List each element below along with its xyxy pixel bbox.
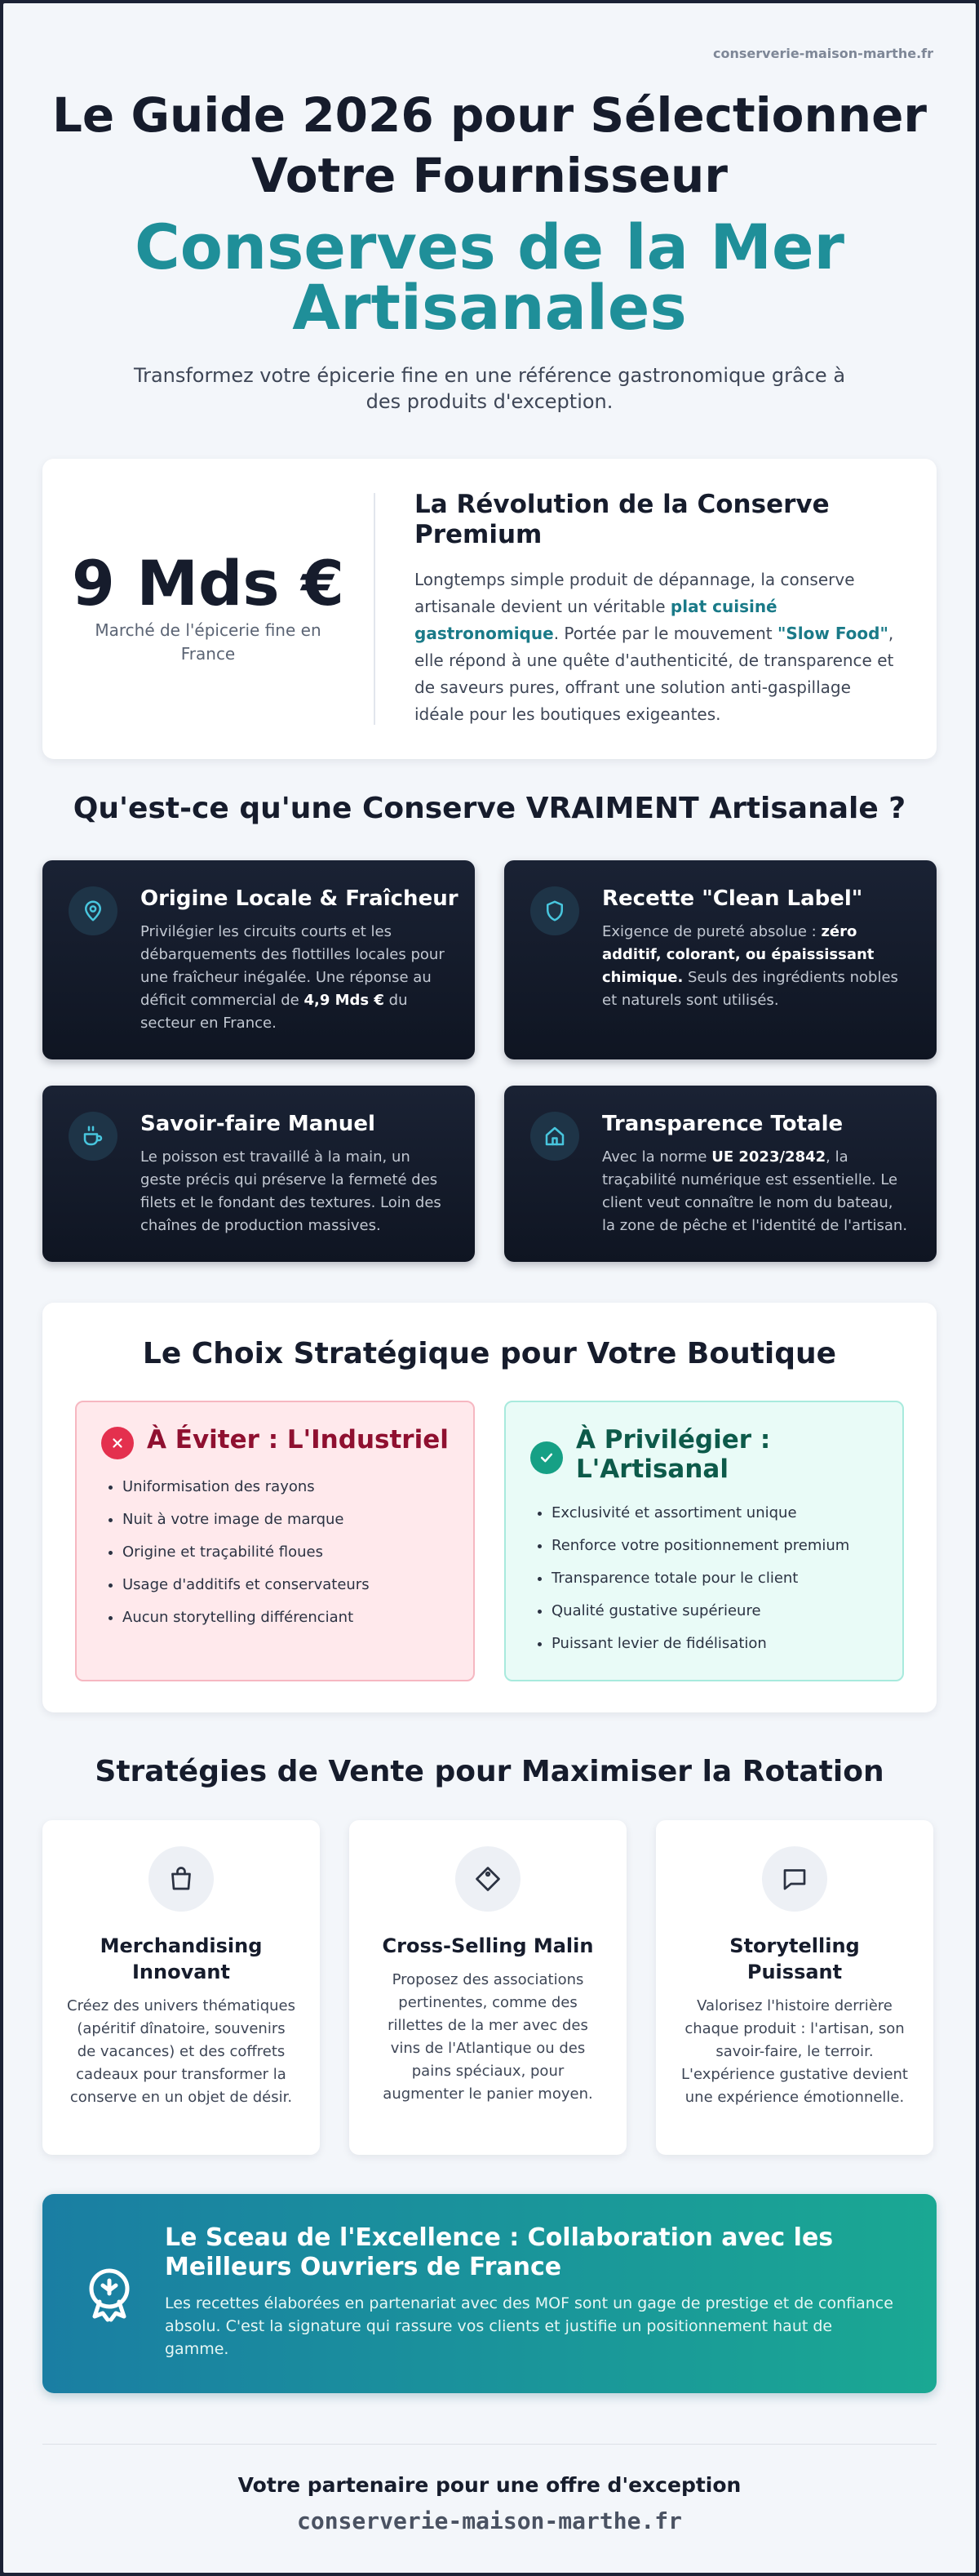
feature-body-part: Le poisson est travaillé à la main, un geste précis qui préserve la fermeté des filets et le fondant des textures. Loin des chaînes de production massives. xyxy=(140,1148,441,1234)
shield-icon xyxy=(530,886,579,935)
hero-title: Le Guide 2026 pour Sélectionner Votre Fournisseur xyxy=(51,87,928,203)
choice-title: Le Choix Stratégique pour Votre Boutique xyxy=(142,1337,837,1370)
strategy-body: Créez des univers thématiques (apéritif dînatoire, souvenirs de vacances) et des coffrets cadeaux pour transformer la conserve en un objet de désir. xyxy=(67,1997,295,2106)
list-item: • Qualité gustative supérieure xyxy=(552,1595,849,1628)
hero-subtitle: Transformez votre épicerie fine en une référence gastronomique grâce à des produits d'exception. xyxy=(133,364,846,413)
stat-body-part: . Portée par le mouvement xyxy=(553,624,777,643)
list-item: • Nuit à votre image de marque xyxy=(122,1503,370,1536)
feature-body xyxy=(602,921,910,1012)
strategies-section-title: Stratégies de Vente pour Maximiser la Rotation xyxy=(95,1755,884,1788)
feature-title: Savoir-faire Manuel xyxy=(140,1112,375,1136)
home-icon xyxy=(530,1112,579,1161)
feature-body xyxy=(140,1146,449,1237)
market-stat-card xyxy=(42,459,937,759)
avoid-title: À Éviter : L'Industriel xyxy=(147,1425,449,1455)
map-pin-icon xyxy=(69,886,117,935)
feature-body-part: , la traçabilité numérique est essentielle. Le client veut connaître le nom du bateau, la zone de pêche et l'identité de l'artisan. xyxy=(602,1148,908,1234)
feature-body-part: Privilégier les circuits courts et les débarquements des flottilles locales pour une fraîcheur inégalée. Une réponse au déficit commercial de xyxy=(140,923,445,1009)
feature-card-origine xyxy=(42,860,475,1059)
strategy-card-cross-selling xyxy=(349,1820,627,2155)
stat-value: 9 Mds € xyxy=(72,547,344,620)
stat-body-part: , elle répond à une quête d'authenticité, de transparence et de saveurs pures, offrant une solution anti-gaspillage idéale pour les boutiques exigeantes. xyxy=(414,624,894,724)
stat-highlight-slow-food: "Slow Food" xyxy=(777,624,888,643)
feature-body-part: Seuls des ingrédients nobles et naturels sont utilisés. xyxy=(602,969,898,1009)
strategy-title: Merchandising Innovant xyxy=(100,1934,263,1983)
list-item: • Uniformisation des rayons xyxy=(122,1471,370,1503)
hero-section xyxy=(3,85,976,415)
strategy-title: Storytelling Puissant xyxy=(729,1934,860,1983)
coffee-cup-icon xyxy=(69,1112,117,1161)
stat-highlight-gastronomique: plat cuisiné gastronomique xyxy=(414,597,777,643)
feature-body-bold: zéro additif, colorant, ou épaississant chimique. xyxy=(602,923,875,986)
strategic-choice-card xyxy=(42,1303,937,1712)
close-icon xyxy=(101,1427,134,1459)
chat-bubble-icon xyxy=(762,1846,827,1912)
feature-body-bold: UE 2023/2842 xyxy=(711,1148,826,1166)
mof-banner xyxy=(42,2194,937,2393)
stat-label: Marché de l'épicerie fine en France xyxy=(95,620,321,664)
feature-card-transparence xyxy=(504,1086,937,1262)
feature-body xyxy=(602,1146,910,1237)
feature-title: Recette "Clean Label" xyxy=(602,886,863,911)
stat-title: La Révolution de la Conserve Premium xyxy=(414,490,830,549)
feature-body-bold: 4,9 Mds € xyxy=(303,992,384,1009)
feature-body-part: Avec la norme xyxy=(602,1148,712,1166)
footer-tagline: Votre partenaire pour une offre d'exception xyxy=(237,2473,742,2497)
strategy-title: Cross-Selling Malin xyxy=(382,1934,594,1957)
header-domain[interactable]: conserverie-maison-marthe.fr xyxy=(713,46,933,61)
tag-icon xyxy=(455,1846,521,1912)
avoid-list xyxy=(122,1471,370,1634)
list-item: • Usage d'additifs et conservateurs xyxy=(122,1569,370,1601)
footer-domain-link[interactable]: conserverie-maison-marthe.fr xyxy=(296,2507,682,2534)
stat-text-block xyxy=(414,490,896,728)
feature-body-part: du secteur en France. xyxy=(140,992,408,1032)
list-item: • Aucun storytelling différenciant xyxy=(122,1601,370,1634)
strategy-card-merchandising xyxy=(42,1820,320,2155)
feature-title: Transparence Totale xyxy=(602,1112,844,1136)
check-icon xyxy=(530,1441,563,1474)
strategy-body: Proposez des associations pertinentes, comme des rillettes de la mer avec des vins de l'Atlantique ou des pains spéciaux, pour augmenter le panier moyen. xyxy=(383,1971,593,2103)
list-item: • Origine et traçabilité floues xyxy=(122,1536,370,1569)
strategy-card-storytelling xyxy=(656,1820,933,2155)
feature-body xyxy=(140,921,449,1035)
artisanal-section-title: Qu'est-ce qu'une Conserve VRAIMENT Artisanale ? xyxy=(73,792,906,825)
list-item: • Renforce votre positionnement premium xyxy=(552,1530,849,1562)
prefer-title: À Privilégier : L'Artisanal xyxy=(576,1425,771,1484)
stat-body xyxy=(414,566,896,728)
strategy-body: Valorisez l'histoire derrière chaque produit : l'artisan, son savoir-faire, le terroir. L'expérience gustative devient une expérience émotionnelle. xyxy=(681,1997,908,2106)
mof-title: Le Sceau de l'Excellence : Collaboration avec les Meilleurs Ouvriers de France xyxy=(165,2223,834,2281)
prefer-box xyxy=(504,1401,904,1681)
infographic-page xyxy=(3,3,976,2573)
stat-divider xyxy=(374,493,375,725)
feature-title: Origine Locale & Fraîcheur xyxy=(140,886,458,911)
feature-card-clean-label xyxy=(504,860,937,1059)
hero-highlight: Conserves de la Mer Artisanales xyxy=(135,211,844,344)
list-item: • Puissant levier de fidélisation xyxy=(552,1628,849,1660)
mof-body: Les recettes élaborées en partenariat avec des MOF sont un gage de prestige et de confiance absolu. C'est la signature qui rassure vos clients et justifie un positionnement haut de gamme. xyxy=(165,2294,893,2358)
avoid-box xyxy=(75,1401,475,1681)
stat-block xyxy=(42,459,374,759)
award-badge-icon xyxy=(77,2259,142,2325)
shopping-bag-icon xyxy=(148,1846,214,1912)
stat-body-part: Longtemps simple produit de dépannage, la conserve artisanale devient un véritable xyxy=(414,570,855,616)
feature-card-savoir-faire xyxy=(42,1086,475,1262)
list-item: • Exclusivité et assortiment unique xyxy=(552,1497,849,1530)
footer-divider xyxy=(42,2444,937,2445)
list-item: • Transparence totale pour le client xyxy=(552,1562,849,1595)
feature-body-part: Exigence de pureté absolue : xyxy=(602,923,822,940)
prefer-list xyxy=(552,1497,849,1660)
